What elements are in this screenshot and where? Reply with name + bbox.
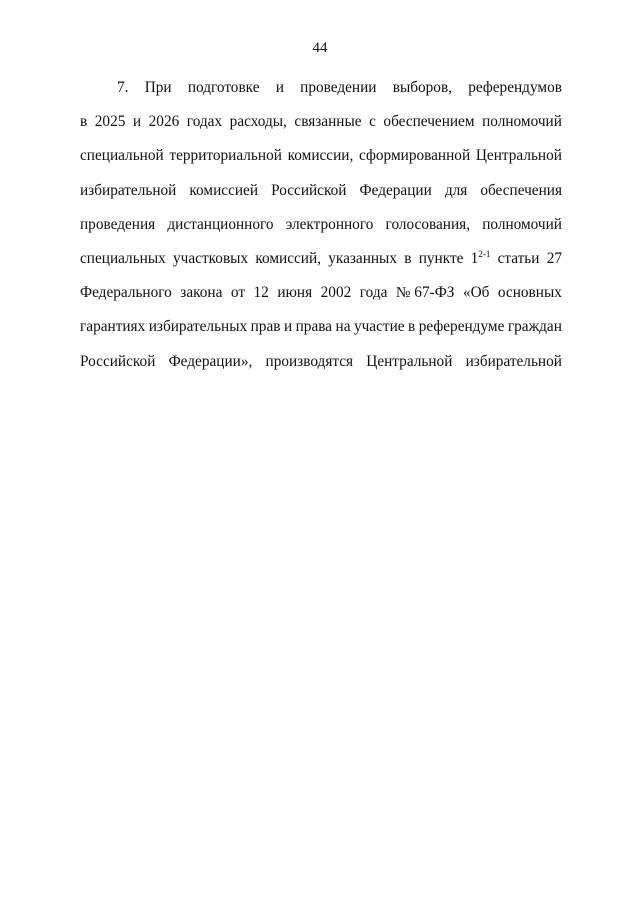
word: подготовке — [187, 79, 260, 96]
word: и — [132, 113, 142, 131]
word: комиссий, — [255, 249, 321, 267]
word: электронного — [285, 215, 374, 233]
word: указанных — [328, 249, 397, 267]
word: сформированной — [359, 147, 471, 165]
word: Российской — [80, 352, 156, 370]
paragraph-7 — [80, 76, 562, 384]
word: комиссии, — [287, 147, 354, 165]
word: выборов, — [392, 79, 452, 96]
text-line-2 — [80, 110, 562, 144]
word: для — [444, 181, 468, 199]
text-line-9 — [80, 350, 562, 384]
word: «Об — [462, 284, 490, 302]
word: Федерации — [359, 181, 432, 199]
word: полномочий — [482, 215, 562, 233]
word: Центральной — [366, 352, 453, 370]
word: года — [359, 284, 388, 302]
word: 2026 — [148, 113, 180, 131]
word: проведении — [300, 79, 377, 96]
word: закона — [180, 284, 223, 302]
word: 7. — [117, 79, 129, 96]
word: годах — [186, 113, 223, 131]
word: связанные — [294, 113, 362, 131]
word: гарантиях — [80, 318, 146, 336]
word: в — [80, 113, 88, 131]
word: № 67-ФЗ — [395, 284, 455, 302]
word: основных — [497, 284, 562, 302]
word-statya: статьи — [497, 249, 540, 267]
word: избирательных — [148, 318, 248, 336]
word: Центральной — [475, 147, 562, 165]
text-line-4 — [80, 179, 562, 213]
item-reference: 1$^{2-1}$ — [470, 248, 491, 267]
word: пункте — [418, 249, 464, 267]
word: Федерального — [80, 284, 172, 302]
word: июня — [277, 284, 313, 302]
word: Федерации», — [168, 352, 253, 370]
word: и — [283, 318, 293, 336]
text-line-6 — [80, 247, 562, 281]
word: обеспечением — [383, 113, 475, 131]
word: избирательной — [80, 181, 177, 199]
text-line-3 — [80, 144, 562, 178]
page-number: 44 — [312, 40, 328, 56]
word: 12 — [253, 284, 269, 302]
text-line-1 — [80, 76, 562, 110]
word: в — [408, 318, 416, 336]
word: с — [369, 113, 376, 131]
word: территориальной — [169, 147, 282, 165]
article-number: 27 — [546, 249, 562, 267]
word: комиссией — [189, 181, 259, 199]
word: полномочий — [482, 113, 562, 131]
word: референдумов — [468, 79, 562, 96]
word: расходы, — [229, 113, 287, 131]
word: и — [275, 79, 284, 96]
word: дистанционного — [167, 215, 274, 233]
word: проведения — [80, 215, 156, 233]
word: специальных — [80, 249, 166, 267]
word: прав — [250, 318, 281, 336]
word: 2002 — [320, 284, 352, 302]
text-line-5 — [80, 213, 562, 247]
word: в — [404, 249, 412, 267]
word: референдуме — [418, 318, 505, 336]
word: от — [230, 284, 246, 302]
word: участковых — [173, 249, 249, 267]
word: 2025 — [94, 113, 126, 131]
word: производятся — [265, 352, 354, 370]
word: граждан — [507, 318, 562, 336]
text-line-7 — [80, 281, 562, 315]
word: голосования, — [385, 215, 471, 233]
word: на — [335, 318, 351, 336]
word: специальной — [80, 147, 164, 165]
text-line-8 — [80, 315, 562, 349]
word: избирательной — [465, 352, 562, 370]
word: Российской — [271, 181, 347, 199]
word: обеспечения — [480, 181, 562, 199]
word: участие — [353, 318, 405, 336]
word: При — [144, 79, 172, 96]
word: права — [295, 318, 333, 336]
